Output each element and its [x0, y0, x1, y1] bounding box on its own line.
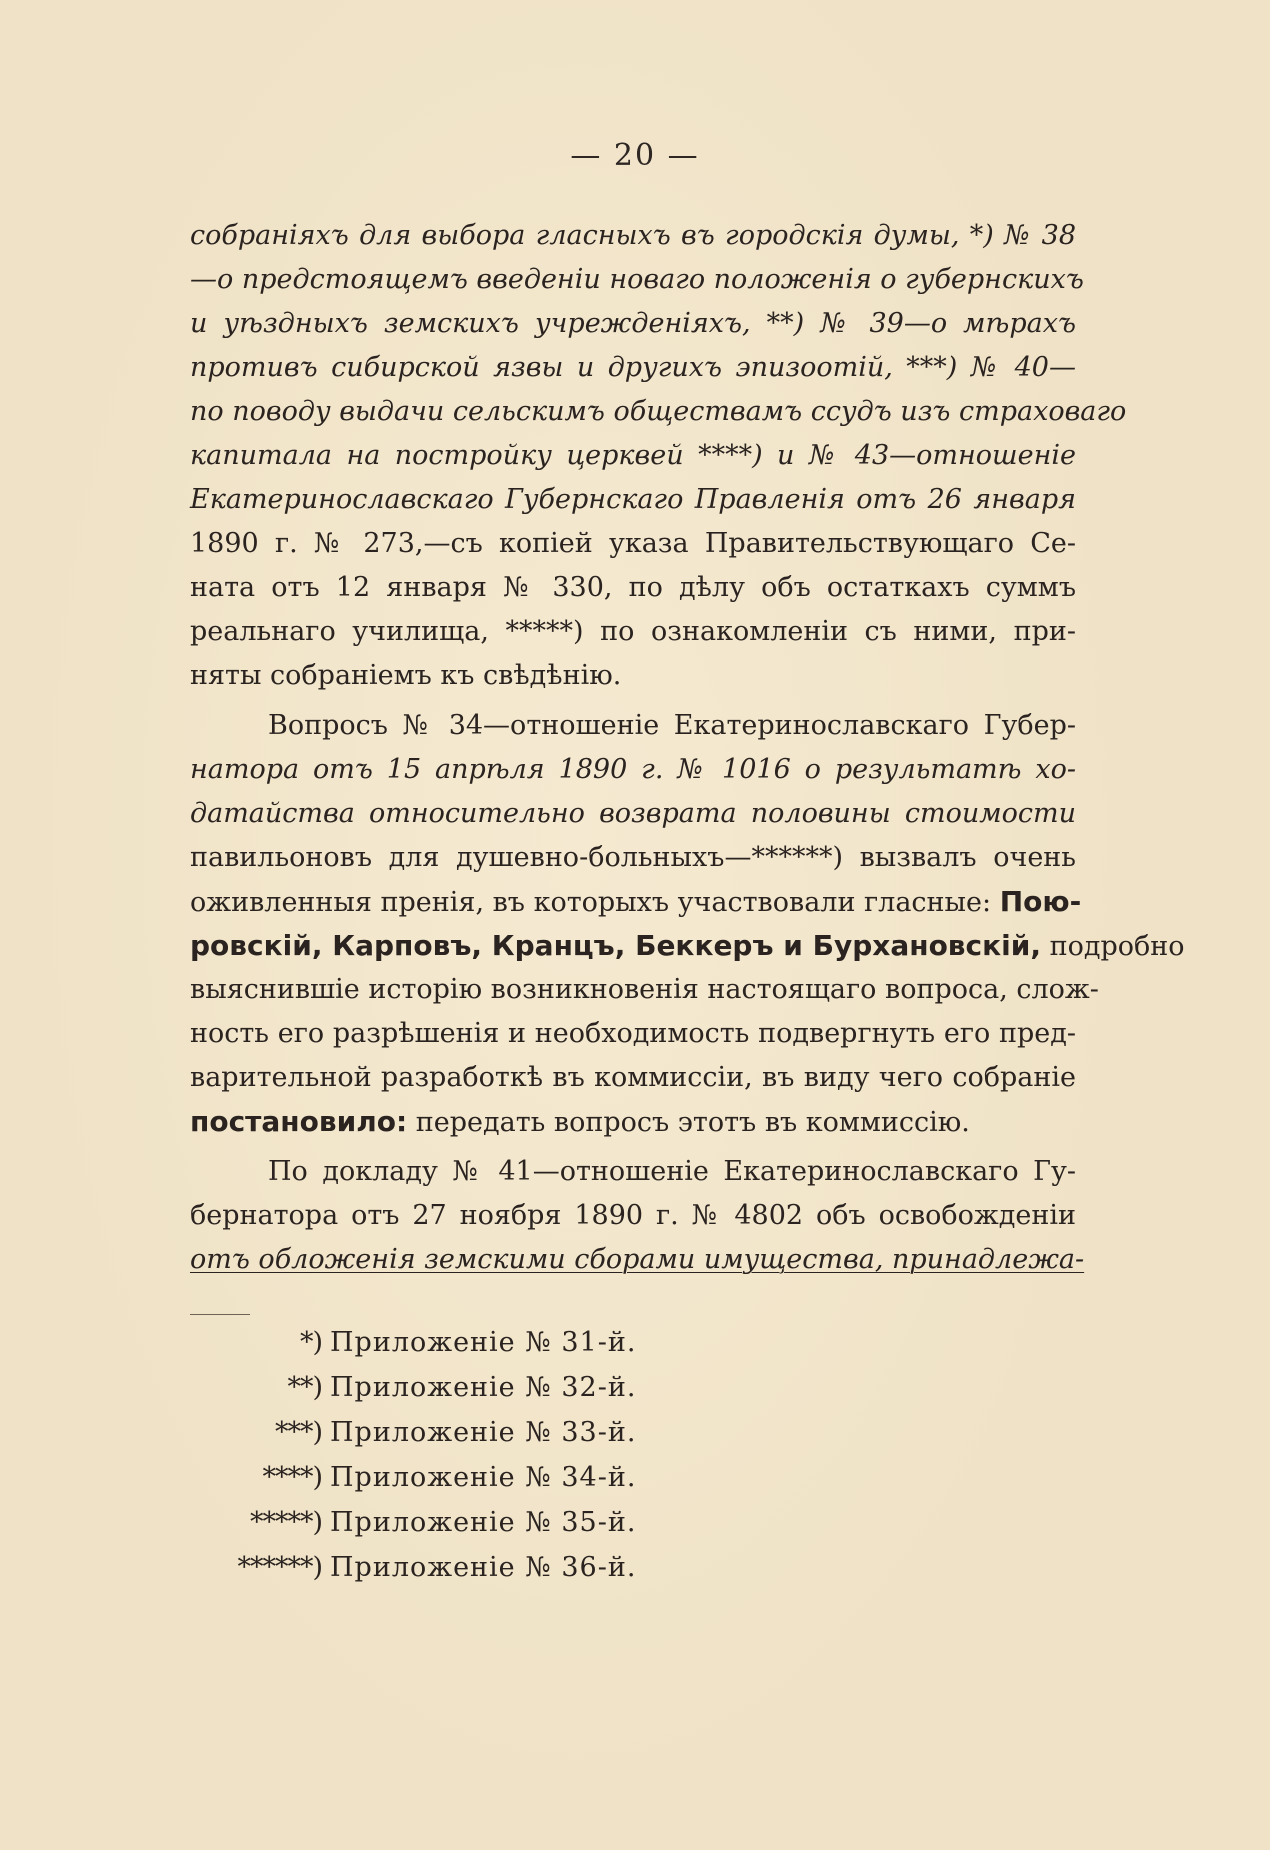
text-line-9: ната отъ 12 января № 330, по дѣлу объ остаткахъ суммъ [190, 572, 1076, 603]
footnote-mark: *) [299, 1327, 322, 1358]
footnote-text: Приложеніе № 34-й. [330, 1462, 637, 1493]
text-line-21: постановило: передать вопросъ этотъ въ коммиссію. [190, 1105, 970, 1138]
footnote-3 [190, 1410, 690, 1455]
footnote-mark: *****) [249, 1507, 322, 1538]
footnote-1 [190, 1320, 690, 1365]
footnote-separator [190, 1314, 250, 1315]
text-line-24: отъ обложенія земскими сборами имущества, принадлежа- [190, 1244, 1085, 1275]
footnote-6 [190, 1545, 690, 1590]
text-line-8: 1890 г. № 273,—съ копіей указа Правительствующаго Се- [190, 528, 1076, 559]
text-line-5: по поводу выдачи сельскимъ обществамъ ссудъ изъ страховаго [190, 396, 1127, 427]
footnote-mark: ****) [262, 1462, 322, 1493]
text-line-16: оживленныя пренія, въ которыхъ участвовали гласные: Пою- [190, 885, 1082, 918]
text-line-20: варительной разработкѣ въ коммиссіи, въ виду чего собраніе [190, 1062, 1076, 1093]
text-line-12: Вопросъ № 34—отношеніе Екатеринославскаго Губер- [268, 710, 1076, 741]
footnote-mark: ******) [237, 1552, 322, 1583]
page-number: — 20 — [570, 138, 700, 173]
body-text [190, 214, 1185, 1282]
text-line-7: Екатеринославскаго Губернскаго Правленія отъ 26 января [190, 484, 1076, 515]
text-line-6: капитала на постройку церквей ****) и № 43—отношеніе [190, 440, 1076, 471]
text-line-23: бернатора отъ 27 ноября 1890 г. № 4802 объ освобожденіи [190, 1200, 1076, 1231]
text-line-15: павильоновъ для душевно-больныхъ—******) вызвалъ очень [190, 842, 1076, 873]
text-line-10: реальнаго училища, *****) по ознакомленіи съ ними, при- [190, 616, 1076, 647]
text-line-2: —о предстоящемъ введеніи новаго положенія о губернскихъ [190, 264, 1084, 295]
text-line-14: датайства относительно возврата половины стоимости [190, 798, 1076, 829]
footnote-mark: **) [287, 1372, 322, 1403]
text-line-19: ность его разрѣшенія и необходимость подвергнуть его пред- [190, 1018, 1076, 1049]
footnote-text: Приложеніе № 32-й. [330, 1372, 637, 1403]
text-line-1: собраніяхъ для выбора гласныхъ въ городскія думы, *) № 38 [190, 220, 1076, 251]
footnote-4 [190, 1455, 690, 1500]
text-line-18: выяснившіе исторію возникновенія настоящаго вопроса, слож- [190, 974, 1099, 1005]
footnote-2 [190, 1365, 690, 1410]
text-line-17: ровскій, Карповъ, Кранцъ, Беккеръ и Бурхановскій, подробно [190, 929, 1185, 962]
footnote-text: Приложеніе № 35-й. [330, 1507, 637, 1538]
footnote-5 [190, 1500, 690, 1545]
footnotes [190, 1320, 690, 1590]
footnote-mark: ***) [274, 1417, 322, 1448]
footnote-text: Приложеніе № 36-й. [330, 1552, 637, 1583]
footnote-text: Приложеніе № 33-й. [330, 1417, 637, 1448]
text-line-22: По докладу № 41—отношеніе Екатеринославскаго Гу- [268, 1156, 1076, 1187]
text-line-11: няты собраніемъ къ свѣдѣнію. [190, 660, 622, 691]
text-line-3: и уѣздныхъ земскихъ учрежденіяхъ, **) № 39—о мѣрахъ [190, 308, 1076, 339]
text-line-13: натора отъ 15 апрѣля 1890 г. № 1016 о результатѣ хо- [190, 754, 1076, 785]
text-line-4: противъ сибирской язвы и другихъ эпизоотій, ***) № 40— [190, 352, 1076, 383]
footnote-text: Приложеніе № 31-й. [330, 1327, 637, 1358]
